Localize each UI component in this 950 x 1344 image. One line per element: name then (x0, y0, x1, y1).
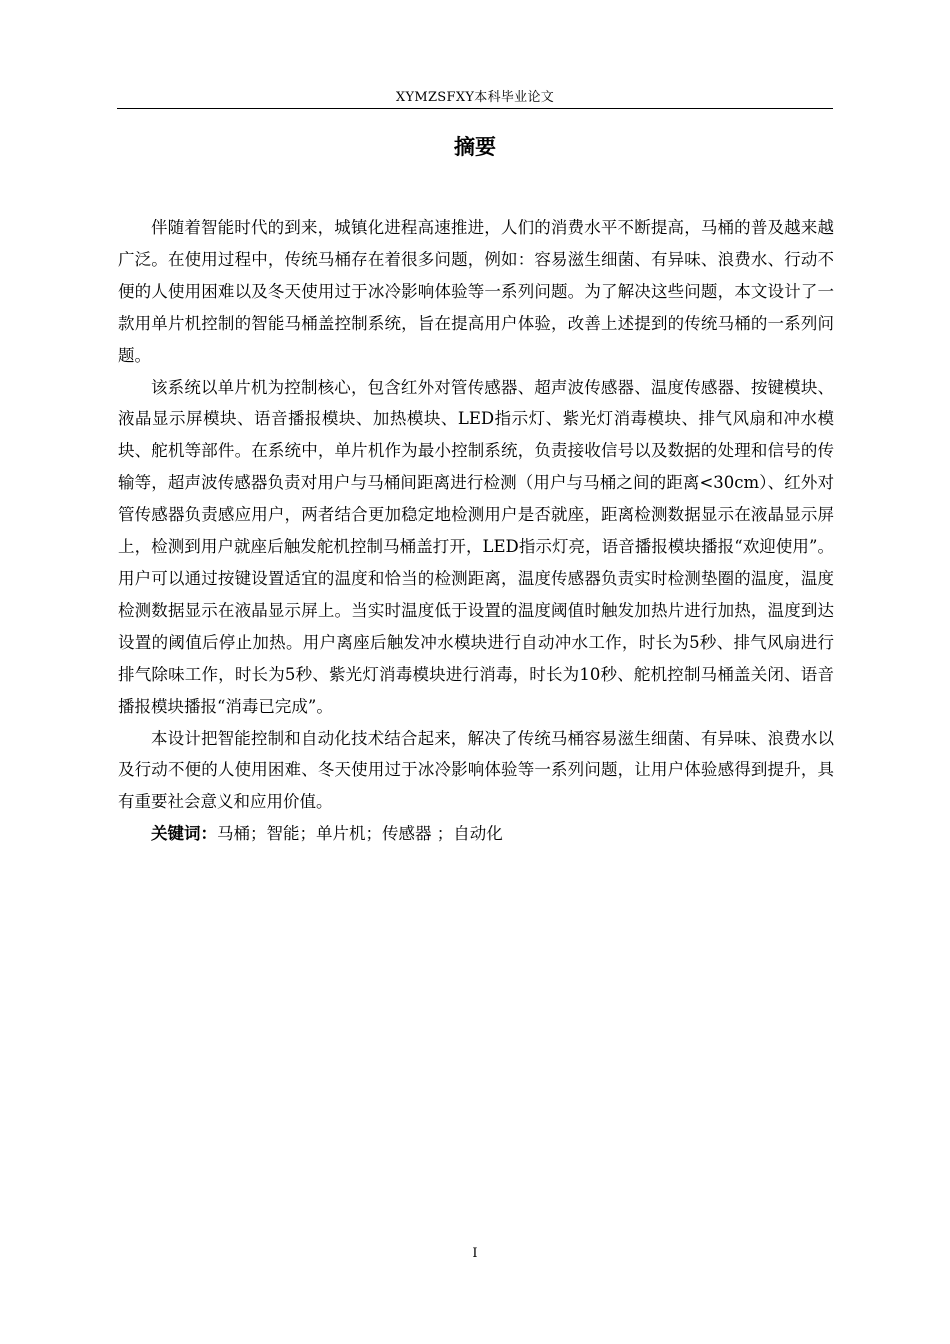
keywords-label: 关键词： (151, 824, 217, 844)
abstract-title: 摘要 (454, 135, 496, 159)
abstract-paragraph-3: 本设计把智能控制和自动化技术结合起来，解决了传统马桶容易滋生细菌、有异味、浪费水以及行动不便的人使用困难、冬天使用过于冰冷影响体验等一系列问题，让用户体验感得到提升，具有重要社会意义和应用价值。 (118, 728, 834, 812)
abstract-body (118, 212, 834, 850)
page-header: XYMZSFXY本科毕业论文 (395, 90, 555, 105)
header-rule (117, 108, 833, 109)
page-number: I (472, 1246, 478, 1261)
abstract-paragraph-1: 伴随着智能时代的到来，城镇化进程高速推进，人们的消费水平不断提高，马桶的普及越来越广泛。在使用过程中，传统马桶存在着很多问题，例如：容易滋生细菌、有异味、浪费水、行动不便的人使用困难以及冬天使用过于冰冷影响体验等一系列问题。为了解决这些问题，本文设计了一款用单片机控制的智能马桶盖控制系统，旨在提高用户体验，改善上述提到的传统马桶的一系列问题。 (118, 218, 834, 365)
keywords-line (118, 818, 834, 850)
keywords-text: 马桶；智能；单片机；传感器 ；自动化 (217, 824, 503, 844)
abstract-paragraph-2: 该系统以单片机为控制核心，包含红外对管传感器、超声波传感器、温度传感器、按键模块、液晶显示屏模块、语音播报模块、加热模块、LED指示灯、紫光灯消毒模块、排气风扇和冲水模块、舵机等部件。在系统中，单片机作为最小控制系统，负责接收信号以及数据的处理和信号的传输等，超声波传感器负责对用户与马桶间距离进行检测（用户与马桶之间的距离<30cm）、红外对管传感器负责感应用户，两者结合更加稳定地检测用户是否就座，距离检测数据显示在液晶显示屏上，检测到用户就座后触发舵机控制马桶盖打开，LED指示灯亮，语音播报模块播报“欢迎使用”。用户可以通过按键设置适宜的温度和恰当的检测距离，温度传感器负责实时检测垫圈的温度，温度检测数据显示在液晶显示屏上。当实时温度低于设置的温度阈值时触发加热片进行加热，温度到达设置的阈值后停止加热。用户离座后触发冲水模块进行自动冲水工作，时长为5秒、排气风扇进行排气除味工作，时长为5秒、紫光灯消毒模块进行消毒，时长为10秒、舵机控制马桶盖关闭、语音播报模块播报“消毒已完成”。 (118, 377, 834, 716)
